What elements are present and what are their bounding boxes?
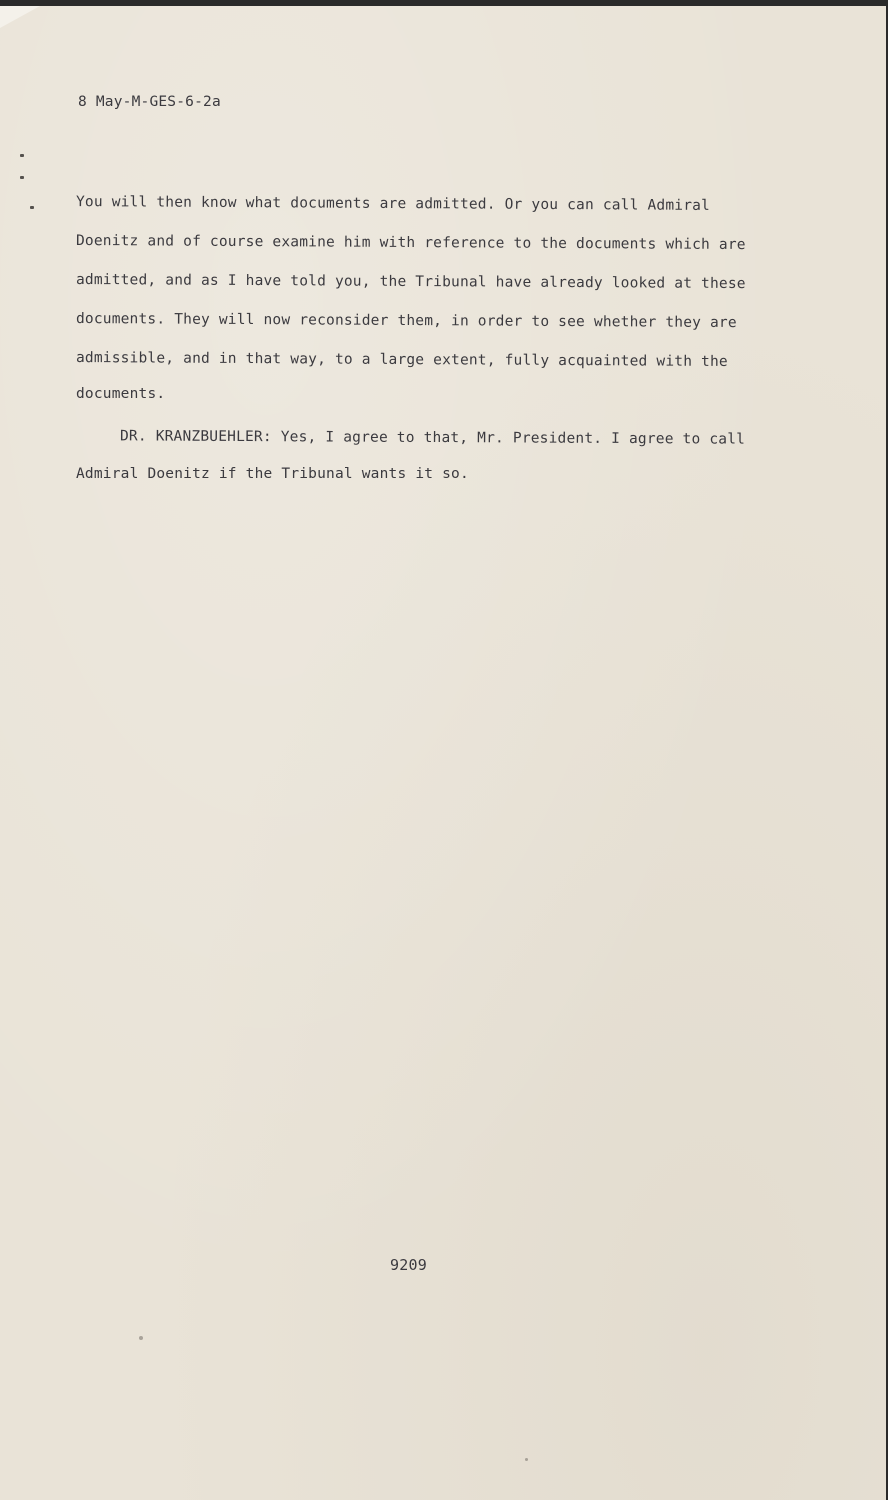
paragraph-line: Doenitz and of course examine him with reference to the documents which are (75, 232, 746, 254)
paragraph-line: documents. They will now reconsider them, in order to see whether they are (75, 310, 737, 332)
document-page (0, 6, 886, 1500)
margin-mark (30, 206, 34, 209)
page-number: 9209 (390, 1256, 427, 1274)
corner-fold (0, 6, 40, 28)
margin-mark (20, 176, 24, 179)
paragraph-line: You will then know what documents are admitted. Or you can call Admiral (75, 194, 711, 214)
paragraph-line: admitted, and as I have told you, the Tribunal have already looked at these (75, 271, 746, 293)
speaker-continuation-line: Admiral Doenitz if the Tribunal wants it so. (76, 466, 469, 482)
document-code: 8 May-M-GES-6-2a (78, 94, 221, 110)
paragraph-line: admissible, and in that way, to a large extent, fully acquainted with the (75, 350, 728, 370)
margin-mark (20, 154, 24, 157)
speaker-line: DR. KRANZBUEHLER: Yes, I agree to that, Mr. President. I agree to call (119, 428, 746, 448)
paper-speck (139, 1336, 143, 1340)
paragraph-line: documents. (76, 386, 166, 402)
paper-speck (525, 1458, 528, 1461)
